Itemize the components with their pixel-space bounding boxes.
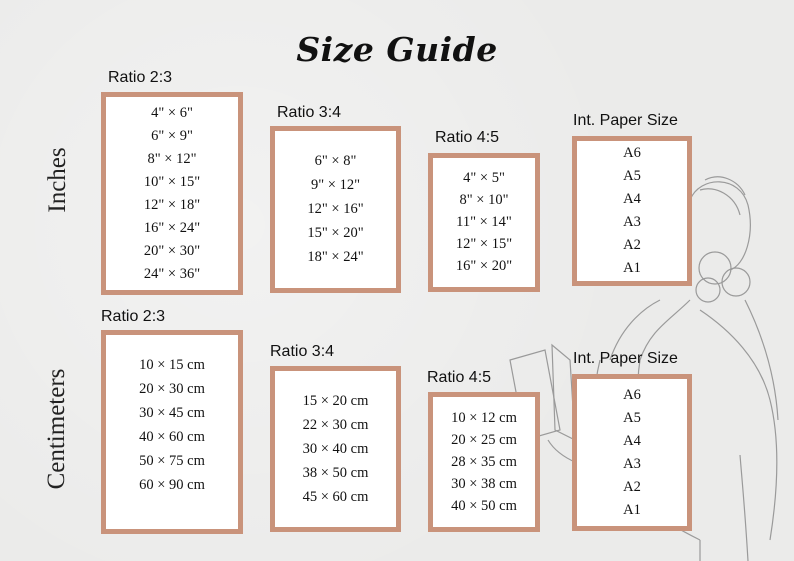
size-label: A4	[623, 432, 641, 449]
size-label: A6	[623, 386, 641, 403]
size-label: 40 × 50 cm	[451, 497, 517, 514]
size-label: 38 × 50 cm	[302, 464, 369, 481]
cm-paper-frame	[572, 374, 692, 531]
size-label: 6" × 8"	[314, 153, 357, 169]
size-label: A3	[623, 455, 641, 472]
cm-ratio-4-5-title: Ratio 4:5	[427, 369, 492, 386]
size-label: 20 × 25 cm	[451, 431, 517, 448]
size-label: 4" × 6"	[151, 104, 193, 121]
size-label: 22 × 30 cm	[302, 416, 369, 433]
cm-ratio-2-3-frame	[101, 330, 243, 534]
size-label: 30 × 40 cm	[302, 440, 369, 457]
inches-ratio-3-4-title: Ratio 3:4	[277, 104, 342, 121]
size-label: 20" × 30"	[143, 242, 201, 259]
size-label: A5	[623, 168, 641, 184]
size-label: 11" × 14"	[456, 214, 512, 230]
size-label: 60 × 90 cm	[139, 477, 205, 493]
cm-ratio-4-5-frame	[428, 392, 540, 532]
size-label: 10 × 15 cm	[139, 357, 205, 373]
inches-ratio-3-4-frame	[270, 126, 401, 293]
cm-ratio-2-3-title: Ratio 2:3	[101, 308, 166, 325]
size-label: 10" × 15"	[143, 173, 201, 190]
size-label: A1	[623, 260, 641, 276]
size-label: 6" × 9"	[151, 127, 193, 144]
size-label: 12" × 18"	[143, 196, 201, 213]
size-label: 24" × 36"	[143, 265, 201, 282]
size-label: 16" × 20"	[455, 258, 513, 274]
size-label: A3	[623, 214, 641, 230]
size-label: A5	[623, 409, 641, 426]
size-label: 45 × 60 cm	[302, 488, 369, 505]
size-label: 8" × 10"	[459, 192, 509, 208]
size-label: 18" × 24"	[307, 249, 364, 265]
size-label: A6	[623, 145, 641, 161]
size-label: A2	[623, 478, 641, 495]
size-label: 20 × 30 cm	[139, 381, 205, 397]
size-label: 9" × 12"	[310, 177, 360, 193]
size-label: A1	[623, 501, 641, 518]
size-label: 28 × 35 cm	[451, 453, 517, 470]
page-title: Size Guide	[296, 30, 498, 69]
inches-ratio-2-3-title: Ratio 2:3	[108, 69, 173, 86]
inches-ratio-4-5-frame	[428, 153, 540, 292]
size-label: A2	[623, 237, 641, 253]
inches-paper-title: Int. Paper Size	[573, 112, 678, 129]
size-label: A4	[623, 191, 641, 207]
size-label: 16" × 24"	[143, 219, 201, 236]
size-label: 8" × 12"	[147, 150, 197, 167]
inches-paper-frame	[572, 136, 692, 286]
row-label-inches: Inches	[44, 147, 71, 213]
size-label: 15" × 20"	[307, 225, 364, 241]
size-label: 30 × 45 cm	[139, 405, 205, 421]
size-label: 10 × 12 cm	[451, 409, 517, 426]
size-label: 12" × 15"	[455, 236, 513, 252]
size-label: 30 × 38 cm	[451, 475, 517, 492]
cm-ratio-3-4-title: Ratio 3:4	[270, 343, 335, 360]
size-label: 4" × 5"	[463, 170, 505, 186]
inches-ratio-2-3-frame	[101, 92, 243, 295]
row-label-centimeters: Centimeters	[43, 368, 70, 490]
cm-ratio-3-4-frame	[270, 366, 401, 532]
size-label: 12" × 16"	[307, 201, 364, 217]
inches-ratio-4-5-title: Ratio 4:5	[435, 129, 500, 146]
size-label: 15 × 20 cm	[302, 392, 369, 409]
size-label: 40 × 60 cm	[139, 429, 205, 445]
cm-paper-title: Int. Paper Size	[573, 350, 678, 367]
size-label: 50 × 75 cm	[139, 453, 205, 469]
